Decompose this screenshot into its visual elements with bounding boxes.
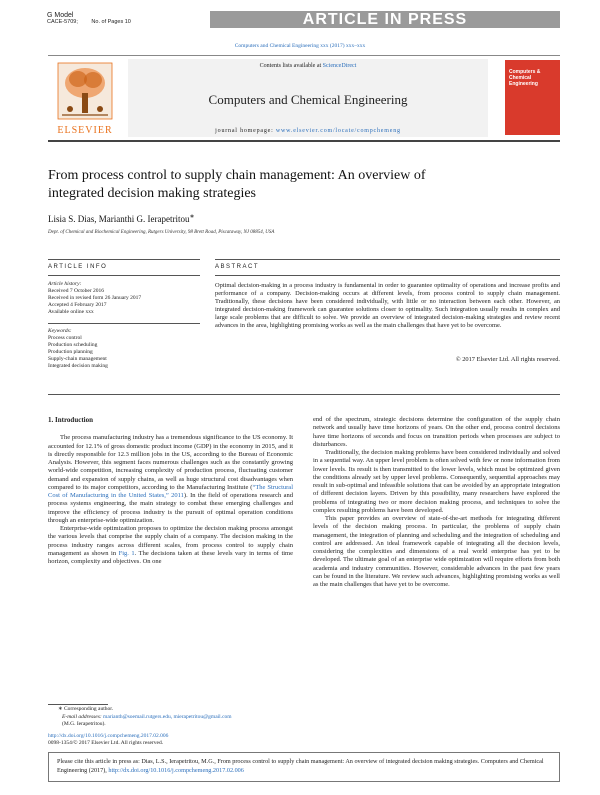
paragraph-text: Enterprise-wide optimization proposes to optimize the decision making process amongst the various levels that comprise the supply chain of a company. The decision making in the process industry ranges across different scales, from process control to supply chain management as shown in (48, 525, 293, 557)
header-top-rule (48, 55, 560, 56)
page-count: No. of Pages 10 (91, 19, 131, 25)
authors: Lisia S. Dias, Marianthi G. Ierapetritou (48, 214, 190, 224)
keywords-block (48, 328, 200, 370)
history-item: Received in revised form 26 January 2017 (48, 295, 142, 301)
contents-line (128, 63, 488, 69)
paragraph-text: . The decisions taken at these levels vary in terms of time horizon, complexity and objectives. On one (48, 549, 293, 565)
article-code: CACE-5709; (47, 19, 78, 25)
email-line (48, 714, 293, 722)
journal-title: Computers and Chemical Engineering (208, 92, 408, 107)
article-info-top-rule (48, 259, 200, 260)
corresponding-author-note: ∗ Corresponding author. (58, 706, 114, 712)
journal-reference-link[interactable]: Computers and Chemical Engineering xxx (2017) xxx–xxx (234, 43, 366, 49)
journal-header (48, 55, 560, 140)
abstract-copyright: © 2017 Elsevier Ltd. All rights reserved. (455, 356, 560, 363)
homepage-link[interactable]: www.elsevier.com/locate/compchemeng (275, 128, 401, 134)
citation-box (48, 752, 560, 782)
model-label: G Model (47, 12, 74, 19)
body-right-column (313, 416, 560, 589)
paragraph (48, 434, 293, 525)
paragraph: end of the spectrum, strategic decisions determine the configuration of the supply chain network and usually have time horizons of years. On the other end, process control decisions have time horizons of seconds and focus on transition periods when processes are subject to disturbances. (313, 416, 560, 448)
paragraph: Traditionally, the decision making problems have been considered individually and solved in a sequential way. An upper level problem is often solved with few or none information from lower levels. Its result is then transmitted to the lower levels, which must be optimized given the conditions already set by upper level problems. Consequently, sequential approaches may result in sub-optimal and infeasible solutions that can be avoided by an appropriate integration of different decision layers. Driven by this possibility, many researchers have explored the problems of integrating two or more decision making process, and techniques to solve the complex resulting problems have been developed. (313, 449, 560, 514)
journal-cover-image (505, 60, 560, 135)
keywords-rule (48, 323, 200, 324)
keywords-heading: Keywords: (48, 328, 72, 334)
article-info-heading: ARTICLE INFO (48, 264, 108, 270)
contents-prefix: Contents lists available at (259, 63, 323, 69)
email-label: E-mail addresses: (62, 713, 104, 720)
keyword: Production scheduling (48, 342, 98, 348)
abstract-text: Optimal decision-making in a process industry is fundamental in order to guarantee optimality of operations and increase profits and performance of a company. Decision-making occurs at different levels, from process control to supply chain management. Traditionally, these decisions have been considered individually, with little or no interaction between each other. However, an integrated decision-making framework can guarantee solutions closer to optimality. Such integration usually results in complex and large scale problems that are difficult to solve. We provide an overview of integrated decision-making strategies and review recent advances in the area, highlighting promising works as well as the main challenges that have yet to be overcome. (215, 282, 560, 329)
sciencedirect-link[interactable]: ScienceDirect (322, 63, 357, 69)
article-in-press-badge: ARTICLE IN PRESS (210, 11, 560, 28)
header-bottom-rule (48, 140, 560, 142)
abstract-top-rule (215, 259, 560, 260)
affiliation: Dept. of Chemical and Biochemical Engineering, Rutgers University, 98 Brett Road, Piscataway, NJ 08854, USA (48, 230, 275, 235)
abstract-bottom-rule (48, 394, 560, 395)
footnote (48, 706, 293, 748)
paragraph: This paper provides an overview of state-of-the-art methods for integrating different levels of the decision making process. In particular, the problems of supply chain management, the integration of planning and scheduling and the integration of scheduling and control are addressed. An ideal framework capable of integrating all the decision levels, considering the complexities and dimensions of a real world enterprise has yet to be developed. The ultimate goal of an enterprise wide optimization will require efforts from both academia and industry communities. However, considerable advances in the past few years can be found in the literature. We review such advances, highlighting promising works as well as the main challenges that have yet to be overcome. (313, 515, 560, 588)
citation-link[interactable]: “The Structural Cost of Manufacturing in the United States,” 2011 (48, 483, 294, 499)
elsevier-logo (50, 59, 120, 136)
article-info-sub-rule (48, 275, 200, 276)
citation-doi-link[interactable]: http://dx.doi.org/10.1016/j.compchemeng.2017.02.006 (108, 767, 244, 774)
email-links[interactable]: marianth@soemail.rutgers.edu, mierapetritou@gmail.com (103, 713, 232, 720)
doi-link[interactable]: http://dx.doi.org/10.1016/j.compchemeng.2017.02.006 (48, 732, 169, 739)
article-history (48, 281, 200, 316)
elsevier-wordmark: ELSEVIER (57, 125, 113, 136)
citation-text: Please cite this article in press as: Dias, L.S., Ierapetritou, M.G., From process control to supply chain management: An overview of integrated decision making strategies. Computers and Chemical Engineering (2017), (57, 758, 544, 774)
homepage-line (128, 128, 488, 134)
top-banner (0, 0, 600, 36)
history-item: Received 7 October 2016 (48, 288, 105, 294)
article-title: From process control to supply chain management: An overview of integrated decision making strategies (48, 168, 426, 201)
keyword: Integrated decision making (48, 363, 108, 369)
keyword: Process control (48, 335, 82, 341)
paragraph-text: The process manufacturing industry has a tremendous significance to the US economy. It accounted for 12.1% of gross domestic product income (GDP) in the economy in 2015, and it is directly responsible for 12.3 million jobs in the US, according to the Bureau of Economic Analysis. However, this segment faces numerous challenges such as the constantly growing world-wide competition, increasing complexity of production process, fluctuating customer demand and expansion of supply chains, as well as huge structural cost disadvantages when compared to its major competitors, according to the Manufacturing Institute ( (48, 434, 293, 491)
paragraph (48, 525, 293, 566)
keyword: Supply-chain management (48, 356, 107, 362)
homepage-prefix: journal homepage: (215, 128, 276, 134)
elsevier-tree-icon (50, 59, 120, 123)
cover-title: Computers & Chemical Engineering (509, 69, 541, 87)
author-initials: (M.G. Ierapetritou). (62, 721, 106, 727)
section-heading-introduction: 1. Introduction (48, 416, 93, 424)
author-list (48, 213, 195, 224)
banner-meta (47, 12, 131, 26)
footnote-rule (48, 704, 108, 705)
history-heading: Article history: (48, 281, 82, 287)
figure-link[interactable]: Fig. 1 (118, 549, 135, 557)
history-item: Available online xxx (48, 309, 94, 315)
issn-line: 0098-1354/© 2017 Elsevier Ltd. All rights reserved. (48, 740, 164, 746)
paragraph-text: ). In the field of operations research and process systems engineering, the main strategy to combat these emerging challenges and improve the efficiency of process industry is the pursuit of optimal operation conditions through an enterprise-wide optimization. (48, 492, 293, 524)
body-left-column (48, 416, 293, 566)
abstract-heading: ABSTRACT (215, 264, 260, 270)
corresponding-mark[interactable]: ∗ (189, 214, 195, 220)
journal-banner-box (128, 59, 488, 137)
abstract-sub-rule (215, 275, 560, 276)
keyword: Production planning (48, 349, 93, 355)
history-item: Accepted 4 February 2017 (48, 302, 107, 308)
